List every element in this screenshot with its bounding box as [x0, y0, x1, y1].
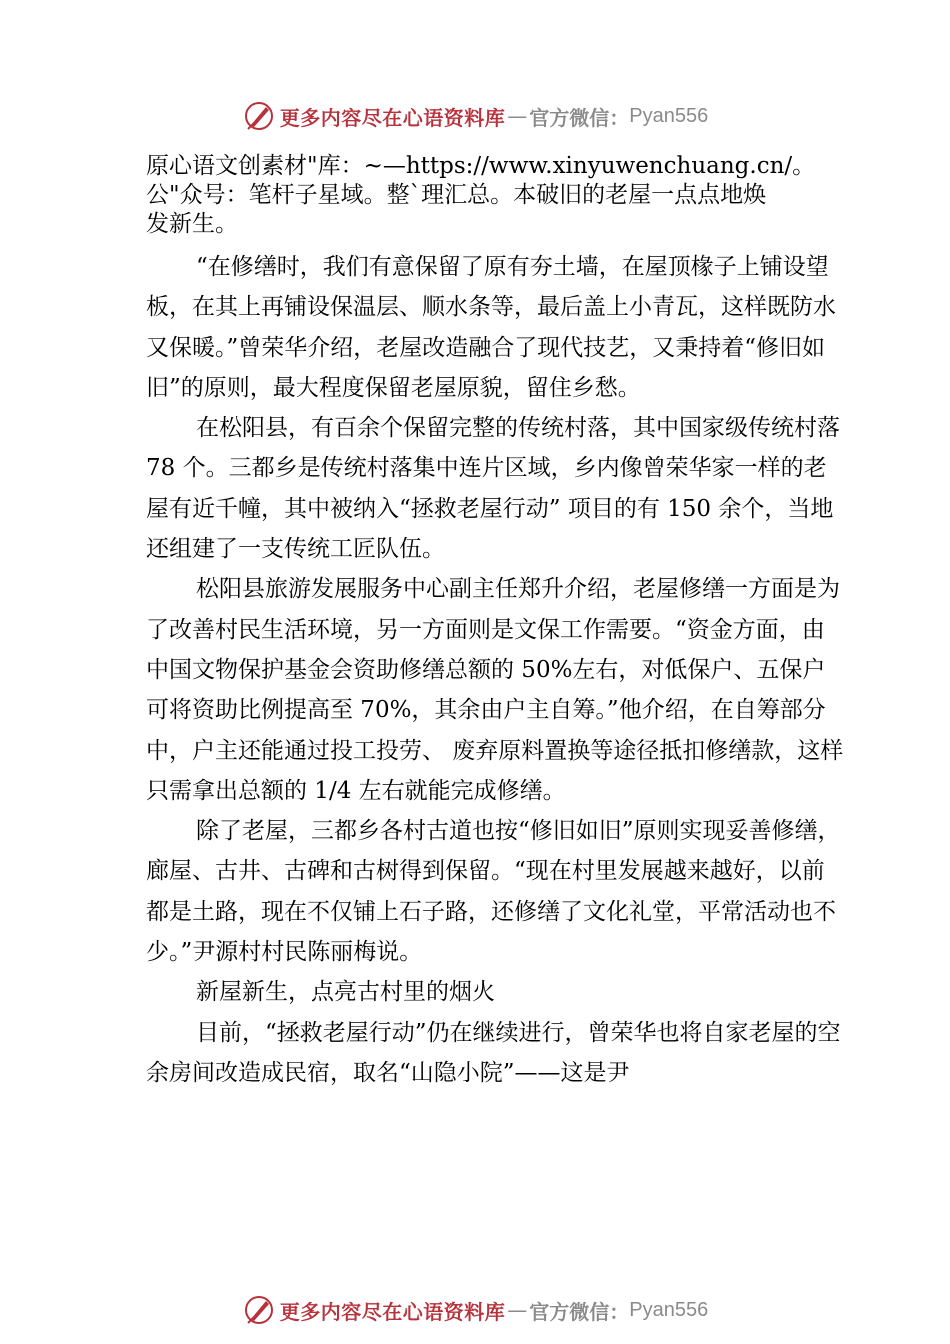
intro-block	[146, 152, 846, 239]
intro-line: 发新生。	[146, 211, 238, 237]
header-banner	[0, 96, 950, 136]
intro-line: 公"众号：笔杆子星域。整`理汇总。本破旧的老屋一点点地焕	[146, 182, 767, 208]
banner-separator: —	[507, 1298, 528, 1322]
section-heading: 新屋新生，点亮古村里的烟火	[196, 979, 495, 1006]
paragraph: “在修缮时，我们有意保留了原有夯土墙，在屋顶椽子上铺设望板，在其上再铺设保温层、顺水条等，最后盖上小青瓦，这样既防水又保暖。”曾荣华介绍，老屋改造融合了现代技艺，又秉持着“修旧如旧”的原则，最大程度保留老屋原貌，留住乡愁。	[146, 254, 836, 401]
banner-wechat-id: Pyan556	[629, 1298, 709, 1321]
banner-wechat-id: Pyan556	[629, 104, 709, 127]
paragraph: 松阳县旅游发展服务中心副主任郑升介绍，老屋修缮一方面是为了改善村民生活环境，另一方面则是文保工作需要。“资金方面，由中国文物保护基金会资助修缮总额的 50%左右，对低保户、五保户可将资助比例提高至 70%，其余由户主自筹。”他介绍，在自筹部分中，户主还能通过投工投劳、 废弃原料置换等途径抵扣修缮款，这样只需拿出总额的 1/4 左右就能完成修缮。	[146, 576, 844, 804]
quill-pen-icon	[242, 1293, 276, 1327]
intro-line: 原心语文创素材"库：~—https://www.xinyuwenchuang.cn/。	[146, 153, 816, 179]
paragraph: 在松阳县，有百余个保留完整的传统村落，其中国家级传统村落 78 个。三都乡是传统村落集中连片区域，乡内像曾荣华家一样的老屋有近千幢，其中被纳入“拯救老屋行动” 项目的有 150 余个，当地还组建了一支传统工匠队伍。	[146, 415, 840, 563]
paragraph: 目前，“拯救老屋行动”仍在继续进行，曾荣华也将自家老屋的空余房间改造成民宿，取名“山隐小院”——这是尹	[146, 1019, 841, 1086]
paragraph: 除了老屋，三都乡各村古道也按“修旧如旧”原则实现妥善修缮，廊屋、古井、古碑和古树得到保留。“现在村里发展越来越好，以前都是土路，现在不仅铺上石子路，还修缮了文化礼堂，平常活动也不少。”尹源村村民陈丽梅说。	[146, 818, 841, 966]
banner-wechat-label: 官方微信：	[529, 1299, 630, 1324]
banner-separator: —	[507, 104, 528, 128]
document-body	[146, 152, 846, 1093]
banner-wechat-label: 官方微信：	[529, 105, 630, 130]
footer-banner	[0, 1290, 950, 1330]
banner-title: 更多内容尽在心语资料库	[279, 1299, 506, 1324]
banner-title: 更多内容尽在心语资料库	[279, 105, 506, 130]
quill-pen-icon	[242, 99, 276, 133]
